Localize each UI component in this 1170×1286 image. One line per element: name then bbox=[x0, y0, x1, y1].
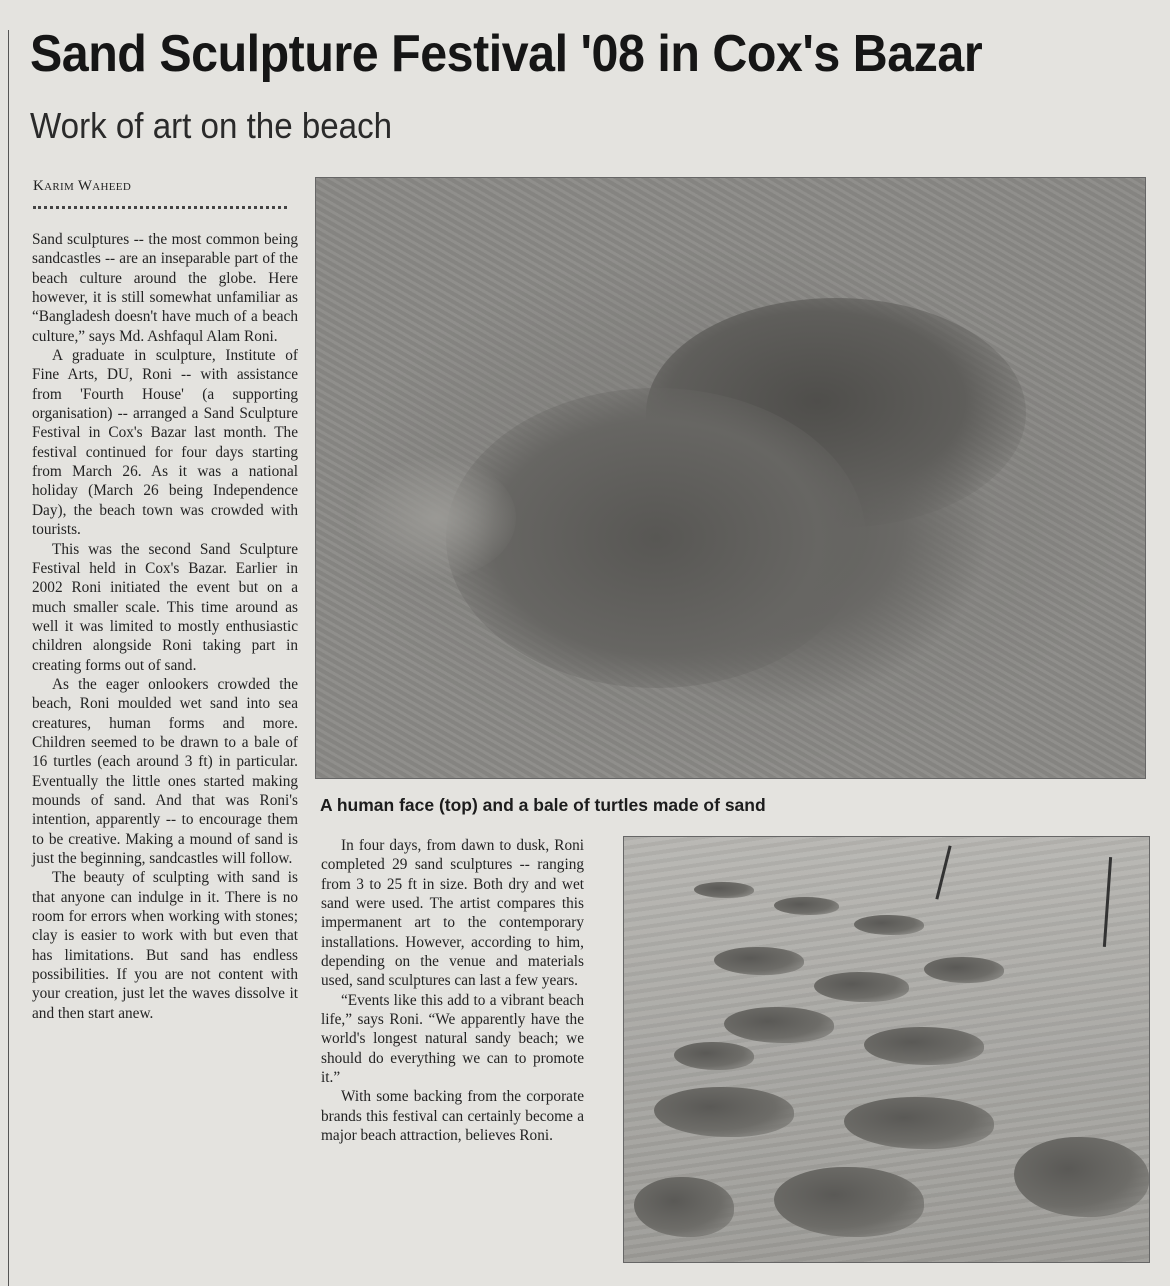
paragraph: As the eager onlookers crowded the beach, Roni moulded wet sand into sea creatures, human forms and more. Children seemed to be drawn to a bale of 16 turtles (each around 3 ft) in particular. Eventually the little ones started making mounds of sand. And that was Roni's intention, apparently -- to encourage them to be creative. Making a mound of sand is just the beginning, sandcastles will follow. bbox=[32, 675, 298, 867]
flag-pole bbox=[1103, 857, 1112, 947]
flag-pole bbox=[935, 845, 951, 899]
photo-caption: A human face (top) and a bale of turtles made of sand bbox=[320, 795, 766, 815]
paragraph: With some backing from the corporate brands this festival can certainly become a major beach attraction, believes Roni. bbox=[321, 1088, 584, 1145]
sand-turtle bbox=[634, 1177, 734, 1237]
byline: Karim Waheed bbox=[33, 178, 132, 194]
sand-turtle bbox=[864, 1027, 984, 1065]
paragraph: The beauty of sculpting with sand is that anyone can indulge in it. There is no room for errors when working with stones; clay is easier to work with but even that has limitations. But sand has endless possibilities. If you are not content with your creation, just let the waves dissolve it and then start anew. bbox=[32, 869, 298, 1022]
sand-turtle bbox=[714, 947, 804, 975]
article-column-2 bbox=[321, 836, 584, 1146]
sand-turtle bbox=[774, 1167, 924, 1237]
headline: Sand Sculpture Festival '08 in Cox's Bazar bbox=[30, 25, 983, 83]
paragraph: Sand sculptures -- the most common being sandcastles -- are an inseparable part of the beach culture around the globe. Here however, it is still somewhat unfamiliar as “Bangladesh doesn't have much of a beach culture,” says Md. Ashfaqul Alam Roni. bbox=[32, 231, 298, 345]
sand-turtle bbox=[844, 1097, 994, 1149]
sculpture-shape bbox=[356, 458, 516, 578]
paragraph: In four days, from dawn to dusk, Roni completed 29 sand sculptures -- ranging from 3 to 25 ft in size. Both dry and wet sand were used. The artist compares this impermanent art to the contemporary installations. However, according to him, depending on the venue and materials used, sand sculptures can last a few years. bbox=[321, 837, 584, 990]
photo-sand-turtles bbox=[623, 836, 1150, 1263]
sand-turtle bbox=[814, 972, 909, 1002]
paragraph: A graduate in sculpture, Institute of Fine Arts, DU, Roni -- with assistance from 'Fourth House' (a supporting organisation) -- arranged a Sand Sculpture Festival in Cox's Bazar last month. The festival continued for four days starting from March 26. As it was a national holiday (March 26 being Independence Day), the beach town was crowded with tourists. bbox=[32, 347, 298, 539]
sand-turtle bbox=[674, 1042, 754, 1070]
byline-dotted-divider bbox=[33, 206, 287, 209]
sand-turtle bbox=[724, 1007, 834, 1043]
article-column-1 bbox=[32, 230, 298, 1023]
sand-turtle bbox=[654, 1087, 794, 1137]
paragraph: “Events like this add to a vibrant beach life,” says Roni. “We apparently have the world's longest natural sandy beach; we should do everything we can to promote it.” bbox=[321, 991, 584, 1087]
photo-sand-face-sculpture bbox=[315, 177, 1146, 779]
paragraph: This was the second Sand Sculpture Festival held in Cox's Bazar. Earlier in 2002 Roni initiated the event but on a much smaller scale. This time around as well it was limited to mostly enthusiastic children alongside Roni taking part in creating forms out of sand. bbox=[32, 540, 298, 674]
sand-turtle bbox=[774, 897, 839, 915]
subheadline: Work of art on the beach bbox=[30, 105, 393, 146]
sand-turtle bbox=[1014, 1137, 1149, 1217]
sand-turtle bbox=[854, 915, 924, 935]
sand-turtle bbox=[924, 957, 1004, 983]
sand-turtle bbox=[694, 882, 754, 898]
page-column-rule bbox=[8, 30, 9, 1286]
